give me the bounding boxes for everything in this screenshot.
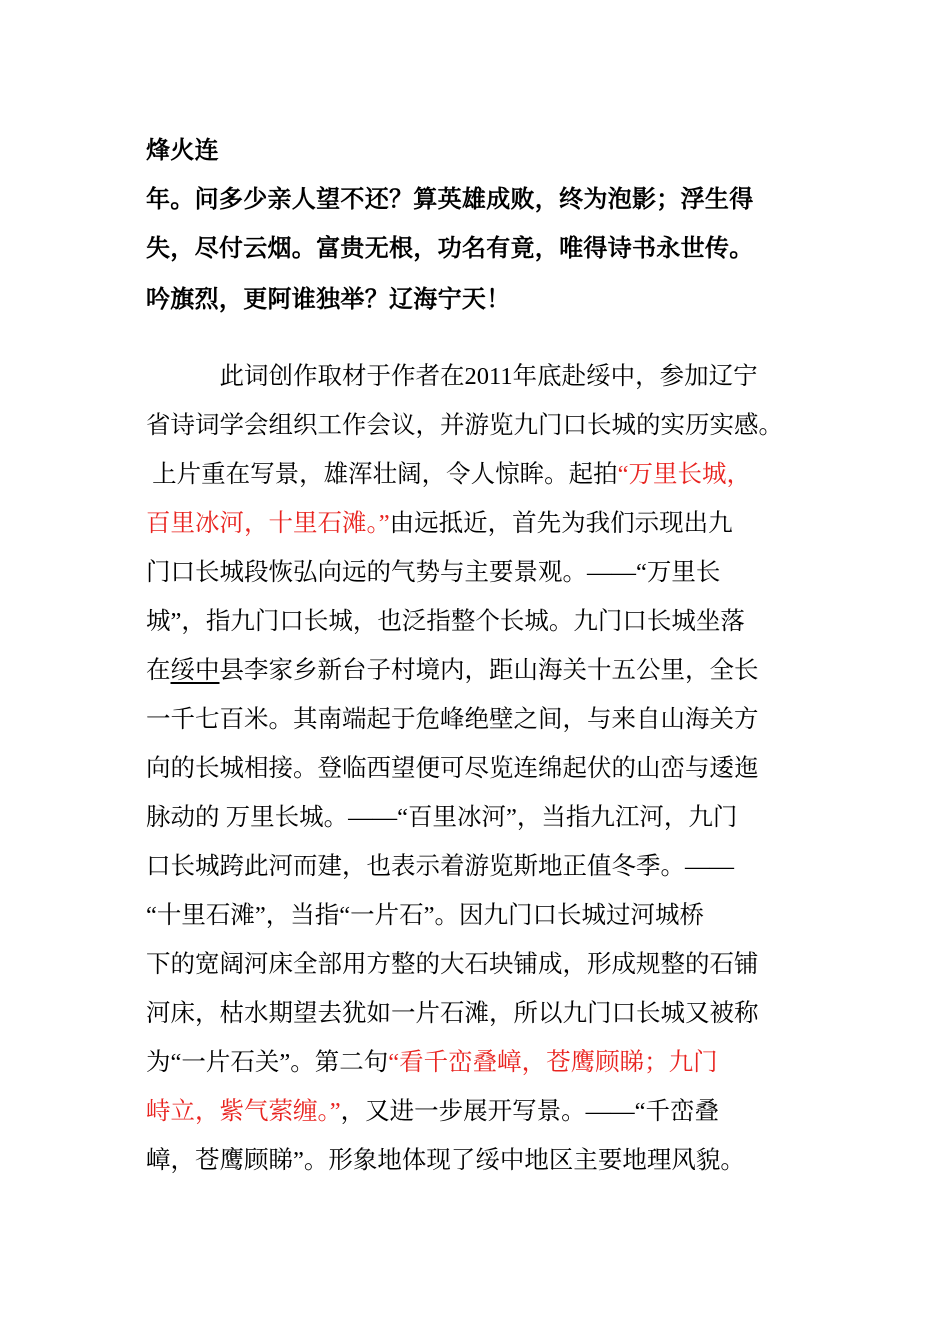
prose-line-7 — [146, 646, 759, 695]
prose-line-6: 城”，指九门口长城，也泛指整个长城。九门口长城坐落 — [146, 608, 745, 635]
quoted-verse: 百里冰河，十里石滩。” — [146, 510, 390, 537]
prose-line-12: “十里石滩”，当指“一片石”。因九门口长城过河城桥 — [146, 902, 704, 929]
poem-line-4: 吟旗烈，更阿谁独举？辽海宁天！ — [146, 284, 511, 313]
prose-line-1: 此词创作取材于作者在2011年底赴绥中，参加辽宁 — [146, 363, 758, 390]
prose-line-11: 口长城跨此河而建，也表示着游览斯地正值冬季。—— — [146, 853, 734, 880]
prose-line-16 — [146, 1087, 719, 1136]
prose-text: 上片重在写景，雄浑壮阔，令人惊眸。起拍 — [146, 461, 618, 488]
prose-line-14: 河床，枯水期望去犹如一片石滩，所以九门口长城又被称 — [146, 1000, 759, 1027]
prose-line-8: 一千七百米。其南端起于危峰绝壁之间，与来自山海关方 — [146, 706, 759, 733]
prose-line-15 — [146, 1038, 718, 1087]
quoted-verse: “看千峦叠嶂，苍鹰顾睇；九门 — [388, 1049, 718, 1076]
poem-line-2: 年。问多少亲人望不还？算英雄成败，终为泡影；浮生得 — [146, 184, 754, 213]
quoted-verse: “万里长城， — [617, 461, 751, 488]
quoted-verse: 峙立，紫气萦缠。” — [146, 1098, 341, 1125]
poem-line-1: 烽火连 — [146, 135, 219, 164]
prose-text: 为“一片石关”。第二句 — [146, 1049, 389, 1076]
prose-line-5: 门口长城段恢弘向远的气势与主要景观。——“万里长 — [146, 559, 721, 586]
prose-line-13: 下的宽阔河床全部用方整的大石块铺成，形成规整的石铺 — [146, 951, 759, 978]
prose-line-9: 向的长城相接。登临西望便可尽览连绵起伏的山峦与逶迤 — [146, 755, 759, 782]
prose-text: ，又进一步展开写景。——“千峦叠 — [340, 1098, 719, 1125]
prose-line-3 — [146, 450, 751, 499]
prose-text: 县李家乡新台子村境内，距山海关十五公里，全长 — [219, 657, 759, 684]
prose-text: 由远抵近，首先为我们示现出九 — [389, 510, 733, 537]
prose-line-10: 脉动的 万里长城。——“百里冰河”，当指九江河，九门 — [146, 804, 738, 831]
prose-line-4 — [146, 499, 733, 548]
prose-line-17: 嶂，苍鹰顾睇”。形象地体现了绥中地区主要地理风貌。 — [146, 1147, 745, 1174]
prose-line-2: 省诗词学会组织工作会议，并游览九门口长城的实历实感。 — [146, 412, 783, 439]
poem-line-3: 失，尽付云烟。富贵无根，功名有竟，唯得诗书永世传。 — [146, 233, 754, 262]
underlined-place-name: 绥中 — [170, 657, 220, 684]
prose-text: 在 — [146, 657, 171, 684]
